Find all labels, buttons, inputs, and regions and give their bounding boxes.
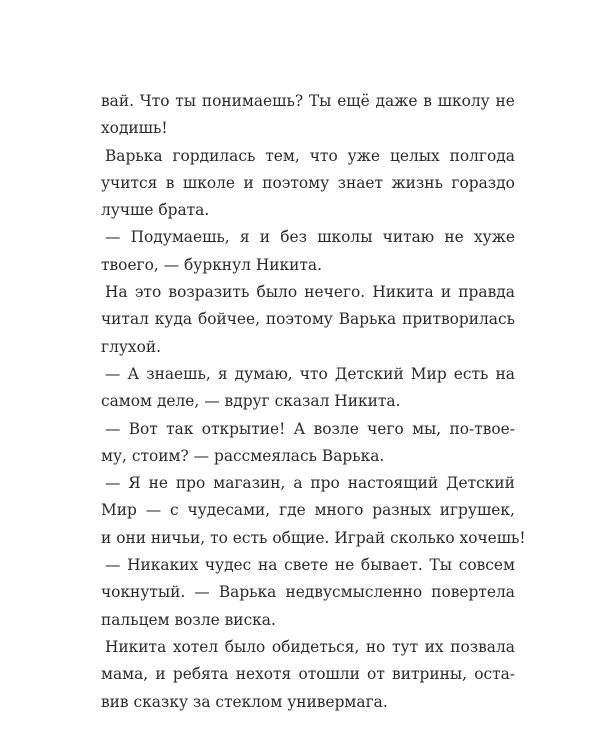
paragraph (101, 470, 526, 552)
text-line: — Подумаешь, я и без школы читаю не хуже (105, 228, 515, 247)
paragraph (101, 416, 515, 471)
paragraph (101, 634, 515, 716)
text-line: глухой. (101, 337, 161, 356)
paragraph (101, 279, 515, 361)
paragraph (101, 88, 515, 143)
text-line: Мир — с чудесами, где много разных игрушек, (101, 501, 515, 520)
text-line: му, стоим? — рассмеялась Варька. (101, 446, 385, 465)
text-line: Варька гордилась тем, что уже целых полгода (105, 146, 515, 165)
text-line: и они ничьи, то есть общие. Играй сколько хочешь! (101, 528, 526, 547)
text-line: — Никаких чудес на свете не бывает. Ты совсем (105, 556, 515, 575)
text-line: — Я не про магазин, а про настоящий Детский (105, 474, 515, 493)
text-line: Никита хотел было обидеться, но тут их позвала (105, 637, 515, 656)
text-line: читал куда бойчее, поэтому Варька притворилась (101, 310, 515, 329)
text-line: вив сказку за стеклом универмага. (101, 692, 388, 711)
text-line: — Вот так открытие! А возле чего мы, по-твое- (105, 419, 515, 438)
text-line: На это возразить было нечего. Никита и правда (105, 283, 515, 302)
text-line: учится в школе и поэтому знает жизнь гораздо (101, 173, 515, 192)
text-line: чокнутый. — Варька недвусмысленно повертела (101, 583, 515, 602)
text-line: лучше брата. (101, 201, 210, 220)
text-line: вай. Что ты понимаешь? Ты ещё даже в школу не (101, 92, 515, 110)
book-page-text (101, 88, 526, 716)
text-line: пальцем возле виска. (101, 610, 276, 629)
text-line: ходишь! (101, 119, 168, 138)
paragraph (101, 143, 515, 225)
paragraph (101, 361, 515, 416)
paragraph (101, 224, 515, 279)
paragraph (101, 552, 515, 634)
text-line: мама, и ребята нехотя отошли от витрины, оста- (101, 665, 515, 684)
text-line: твоего, — буркнул Никита. (101, 255, 322, 274)
text-line: — А знаешь, я думаю, что Детский Мир есть на (105, 364, 515, 383)
text-line: самом деле, — вдруг сказал Никита. (101, 392, 401, 411)
